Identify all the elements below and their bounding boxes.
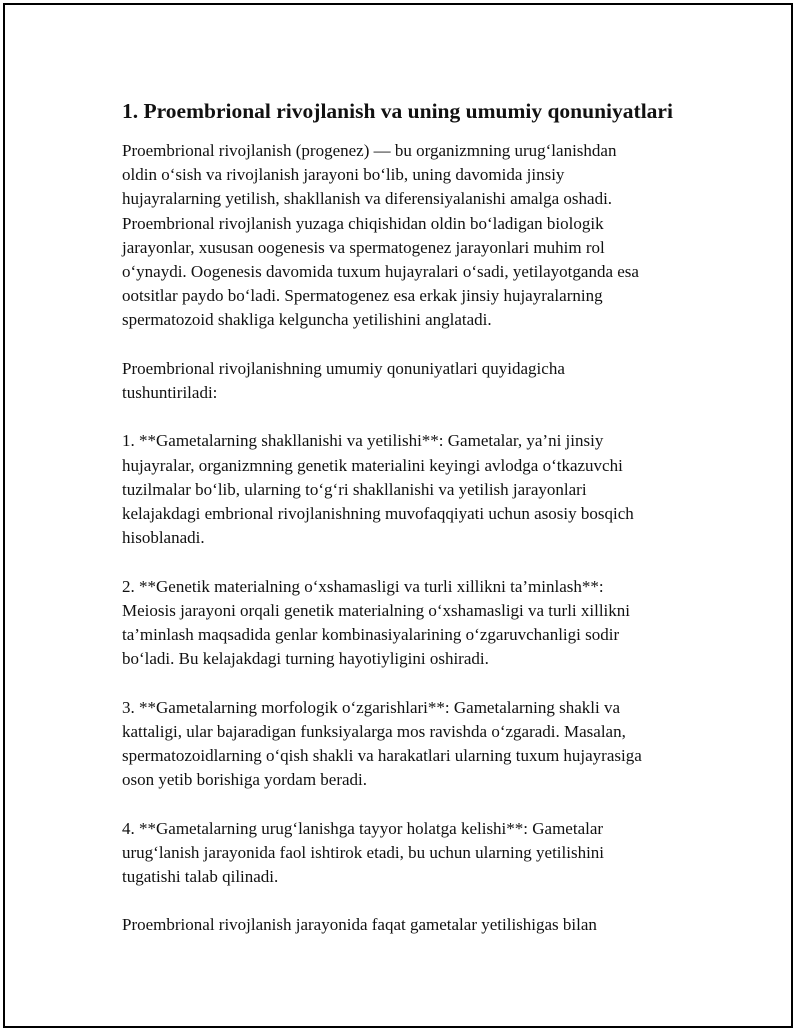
paragraph [122,575,702,672]
text-line: jarayonlar, xususan oogenesis va spermatogenez jarayonlari muhim rol [122,237,605,257]
paragraph [122,429,702,550]
text-line: oson yetib borishiga yordam beradi. [122,770,368,790]
text-line: hujayralar, organizmning genetik materialini keyingi avlodga o‘tkazuvchi [122,455,623,475]
paragraph [122,696,702,793]
text-line: 4. **Gametalarning urug‘lanishga tayyor holatga kelishi**: Gametalar [122,818,604,838]
text-line: spermatozoidlarning o‘qish shakli va harakatlari ularning tuxum hujayrasiga [122,746,642,766]
paragraph [122,913,702,937]
text-line: tuzilmalar bo‘lib, ularning to‘g‘ri shakllanishi va yetilish jarayonlari [122,479,587,499]
text-line: Proembrional rivojlanishning umumiy qonuniyatlari quyidagicha [122,358,565,378]
text-line: o‘ynaydi. Oogenesis davomida tuxum hujayralari o‘sadi, yetilayotganda esa [122,262,639,282]
text-line: ta’minlash maqsadida genlar kombinasiyalarining o‘zgaruvchanligi sodir [122,625,620,645]
page-frame [3,3,793,1028]
text-line: ootsitlar paydo bo‘ladi. Spermatogenez esa erkak jinsiy hujayralarning [122,286,603,306]
text-line: 1. **Gametalarning shakllanishi va yetilishi**: Gametalar, ya’ni jinsiy [122,431,604,451]
text-line: urug‘lanish jarayonida faol ishtirok etadi, bu uchun ularning yetilishini [122,842,605,862]
text-line: Proembrional rivojlanish jarayonida faqat gametalar yetilishigas bilan [122,915,597,935]
document-body [122,97,702,962]
paragraph [122,139,702,333]
text-line: Proembrional rivojlanish yuzaga chiqishidan oldin bo‘ladigan biologik [122,213,604,233]
paragraph [122,817,702,890]
text-line: kelajakdagi embrional rivojlanishning muvofaqqiyati uchun asosiy bosqich [122,504,634,524]
text-line: oldin o‘sish va rivojlanish jarayoni bo‘lib, uning davomida jinsiy [122,165,565,185]
paragraph [122,357,702,405]
text-line: Proembrional rivojlanish (progenez) — bu organizmning urug‘lanishdan [122,141,617,160]
text-line: Meiosis jarayoni orqali genetik materialning o‘xshamasligi va turli xillikni [122,600,631,620]
text-line: spermatozoid shakliga kelguncha yetilishini anglatadi. [122,310,492,330]
text-line: 2. **Genetik materialning o‘xshamasligi va turli xillikni ta’minlash**: [122,576,604,596]
text-line: kattaligi, ular bajaradigan funksiyalarga mos ravishda o‘zgaradi. Masalan, [122,721,626,741]
text-line: hujayralarning yetilish, shakllanish va diferensiyalanishi amalga oshadi. [122,189,613,209]
text-line: 3. **Gametalarning morfologik o‘zgarishlari**: Gametalarning shakli va [122,697,621,717]
text-line: hisoblanadi. [122,528,205,548]
paragraph-list [122,139,702,938]
text-line: tugatishi talab qilinadi. [122,867,279,887]
text-line: tushuntiriladi: [122,383,218,403]
section-heading: 1. Proembrional rivojlanish va uning umumiy qonuniyatlari [122,99,673,123]
text-line: bo‘ladi. Bu kelajakdagi turning hayotiyligini oshiradi. [122,649,489,669]
